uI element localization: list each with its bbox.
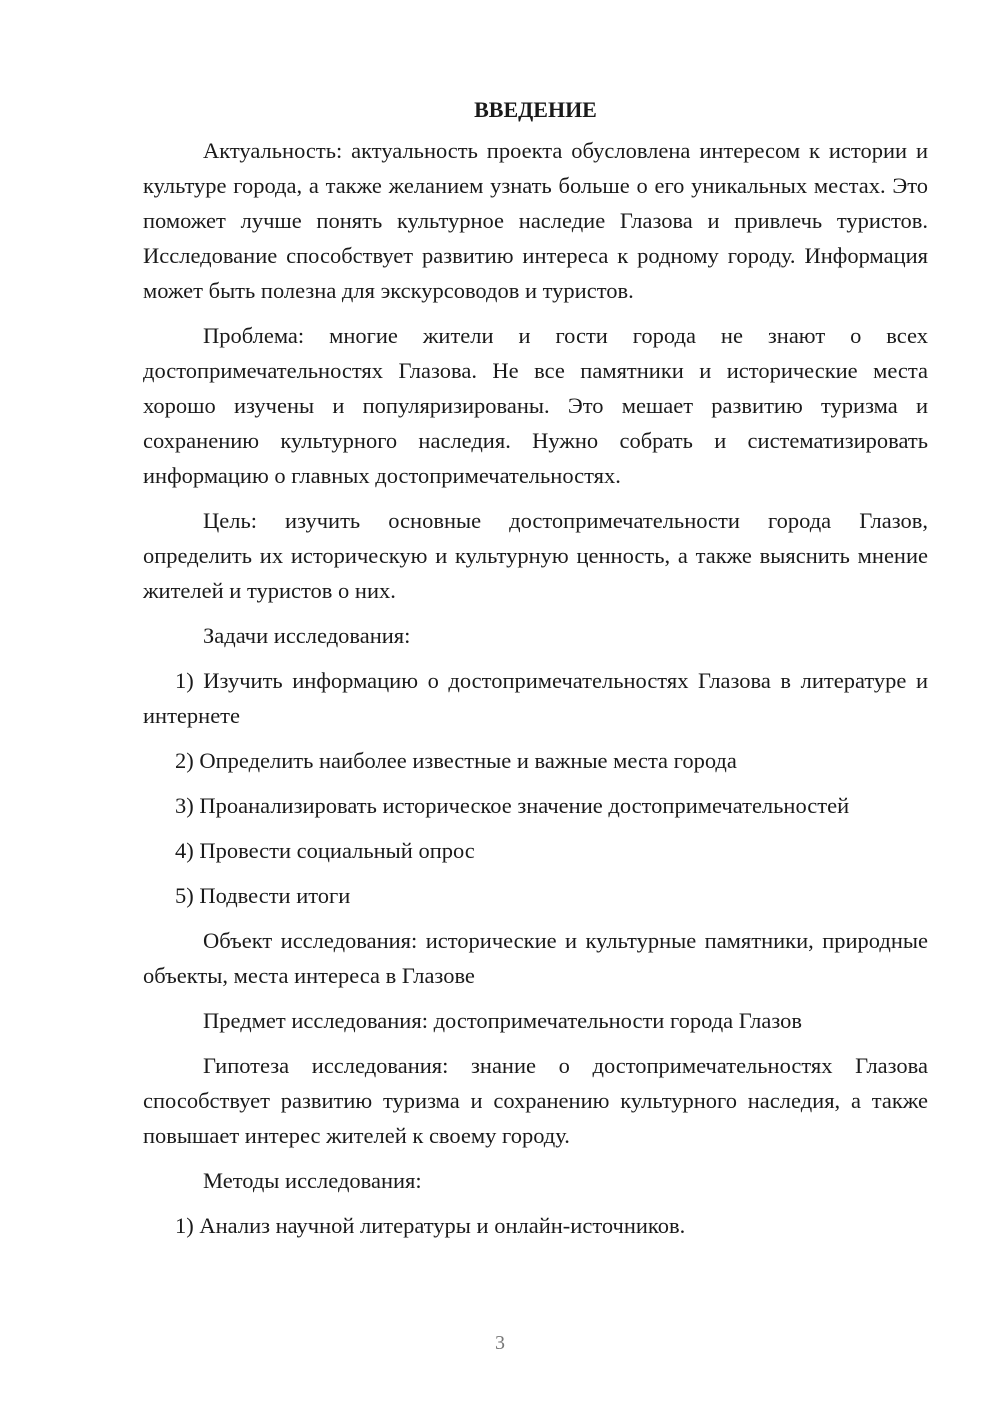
task-item-4: 4) Провести социальный опрос xyxy=(175,838,475,863)
paragraph-hypothesis: Гипотеза исследования: знание о достопримечательностях Глазова способствует развитию туризма и сохранению культурного наследия, а также повышает интерес жителей к своему городу. xyxy=(143,1053,928,1148)
paragraph-goal: Цель: изучить основные достопримечательности города Глазов, определить их историческую и культурную ценность, а также выяснить мнение жителей и туристов о них. xyxy=(143,508,928,603)
paragraph-object: Объект исследования: исторические и культурные памятники, природные объекты, места интереса в Глазове xyxy=(143,928,928,988)
methods-heading: Методы исследования: xyxy=(203,1168,422,1193)
task-item-2: 2) Определить наиболее известные и важные места города xyxy=(175,748,737,773)
page-number: 3 xyxy=(495,1332,505,1354)
section-title: ВВЕДЕНИЕ xyxy=(474,97,597,122)
method-item-1: 1) Анализ научной литературы и онлайн-источников. xyxy=(175,1213,686,1238)
document-page xyxy=(143,92,928,1253)
tasks-heading: Задачи исследования: xyxy=(203,623,411,648)
paragraph-subject: Предмет исследования: достопримечательности города Глазов xyxy=(203,1008,802,1033)
task-item-3: 3) Проанализировать историческое значение достопримечательностей xyxy=(175,793,850,818)
paragraph-relevance: Актуальность: актуальность проекта обусловлена интересом к истории и культуре города, а также желанием узнать больше о его уникальных местах. Это поможет лучше понять культурное наследие Глазова и привлечь туристов. Исследование способствует развитию интереса к родному городу. Информация может быть полезна для экскурсоводов и туристов. xyxy=(143,138,928,303)
task-item-5: 5) Подвести итоги xyxy=(175,883,351,908)
paragraph-problem: Проблема: многие жители и гости города не знают о всех достопримечательностях Глазова. Не все памятники и исторические места хорошо изучены и популяризированы. Это мешает развитию туризма и сохранению культурного наследия. Нужно собрать и систематизировать информацию о главных достопримечательностях. xyxy=(143,323,928,488)
task-item-1: 1) Изучить информацию о достопримечательностях Глазова в литературе и интернете xyxy=(143,668,928,728)
